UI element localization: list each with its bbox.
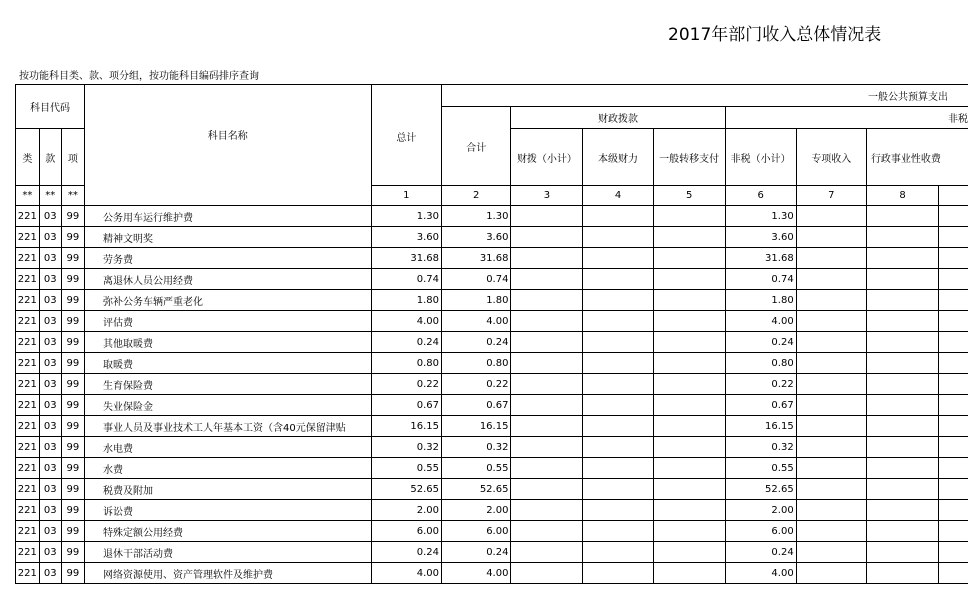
- cell-extra: [939, 248, 968, 269]
- cell-name: 水电费: [84, 437, 371, 458]
- table-row: [16, 290, 968, 311]
- cell-kuan: 03: [39, 521, 61, 542]
- cell-extra: [939, 269, 968, 290]
- cell-sum: 0.67: [442, 395, 511, 416]
- cell-lei: 221: [16, 563, 40, 584]
- cell-local-finance: [583, 416, 653, 437]
- cell-admin-fee: [866, 395, 938, 416]
- cell-sum: 6.00: [442, 521, 511, 542]
- cell-nontax-sub: 0.67: [725, 395, 796, 416]
- cell-special-income: [796, 332, 866, 353]
- header-local-finance: 本级财力: [583, 129, 653, 186]
- table-row: [16, 248, 968, 269]
- cell-total: 0.74: [371, 269, 441, 290]
- cell-special-income: [796, 542, 866, 563]
- cell-total: 52.65: [371, 479, 441, 500]
- cell-local-finance: [583, 269, 653, 290]
- cell-kuan: 03: [39, 374, 61, 395]
- cell-lei: 221: [16, 458, 40, 479]
- cell-lei: 221: [16, 311, 40, 332]
- cell-admin-fee: [866, 542, 938, 563]
- cell-transfer: [653, 269, 725, 290]
- cell-xiang: 99: [61, 248, 84, 269]
- cell-xiang: 99: [61, 227, 84, 248]
- table-row: [16, 374, 968, 395]
- cell-total: 0.24: [371, 542, 441, 563]
- header-xiang: 项: [61, 129, 84, 186]
- cell-sum: 16.15: [442, 416, 511, 437]
- cell-lei: 221: [16, 395, 40, 416]
- cell-transfer: [653, 479, 725, 500]
- cell-admin-fee: [866, 479, 938, 500]
- cell-name: 事业人员及事业技术工人年基本工资（含40元保留津贴: [84, 416, 371, 437]
- cell-nontax-sub: 1.80: [725, 290, 796, 311]
- cell-local-finance: [583, 206, 653, 227]
- cell-admin-fee: [866, 206, 938, 227]
- cell-admin-fee: [866, 458, 938, 479]
- cell-extra: [939, 500, 968, 521]
- cell-admin-fee: [866, 290, 938, 311]
- table-row: [16, 353, 968, 374]
- cell-lei: 221: [16, 374, 40, 395]
- cell-local-finance: [583, 353, 653, 374]
- table-row: [16, 479, 968, 500]
- cell-kuan: 03: [39, 353, 61, 374]
- cell-kuan: 03: [39, 248, 61, 269]
- cell-sum: 52.65: [442, 479, 511, 500]
- cell-local-finance: [583, 227, 653, 248]
- cell-admin-fee: [866, 416, 938, 437]
- cell-local-finance: [583, 521, 653, 542]
- cell-xiang: 99: [61, 206, 84, 227]
- cell-nontax-sub: 16.15: [725, 416, 796, 437]
- cell-lei: 221: [16, 248, 40, 269]
- table-row: [16, 437, 968, 458]
- cell-sum: 1.80: [442, 290, 511, 311]
- cell-fiscal-sub: [511, 479, 583, 500]
- cell-admin-fee: [866, 269, 938, 290]
- cell-local-finance: [583, 374, 653, 395]
- cell-admin-fee: [866, 374, 938, 395]
- header-transfer: 一般转移支付: [653, 129, 725, 186]
- cell-extra: [939, 290, 968, 311]
- cell-lei: 221: [16, 521, 40, 542]
- cell-kuan: 03: [39, 500, 61, 521]
- cell-xiang: 99: [61, 290, 84, 311]
- cell-transfer: [653, 500, 725, 521]
- cell-kuan: 03: [39, 395, 61, 416]
- cell-admin-fee: [866, 311, 938, 332]
- cell-kuan: 03: [39, 563, 61, 584]
- header-num-7: 7: [796, 186, 866, 206]
- header-subtotal: 合计: [442, 107, 511, 186]
- cell-transfer: [653, 563, 725, 584]
- cell-fiscal-sub: [511, 542, 583, 563]
- cell-lei: 221: [16, 542, 40, 563]
- cell-xiang: 99: [61, 269, 84, 290]
- cell-total: 4.00: [371, 563, 441, 584]
- cell-kuan: 03: [39, 479, 61, 500]
- cell-admin-fee: [866, 437, 938, 458]
- cell-nontax-sub: 31.68: [725, 248, 796, 269]
- cell-sum: 4.00: [442, 563, 511, 584]
- table-row: [16, 521, 968, 542]
- cell-special-income: [796, 206, 866, 227]
- cell-nontax-sub: 4.00: [725, 311, 796, 332]
- cell-xiang: 99: [61, 374, 84, 395]
- cell-xiang: 99: [61, 437, 84, 458]
- cell-lei: 221: [16, 500, 40, 521]
- header-star-lei: **: [16, 186, 40, 206]
- cell-nontax-sub: 0.22: [725, 374, 796, 395]
- header-num-6: 6: [725, 186, 796, 206]
- cell-lei: 221: [16, 479, 40, 500]
- cell-transfer: [653, 521, 725, 542]
- cell-total: 6.00: [371, 521, 441, 542]
- header-kuan: 款: [39, 129, 61, 186]
- cell-transfer: [653, 227, 725, 248]
- cell-name: 诉讼费: [84, 500, 371, 521]
- cell-fiscal-sub: [511, 248, 583, 269]
- cell-special-income: [796, 416, 866, 437]
- cell-extra: [939, 479, 968, 500]
- table-body: [16, 206, 968, 584]
- cell-admin-fee: [866, 563, 938, 584]
- header-general-budget: 一般公共预算支出: [442, 85, 968, 107]
- cell-total: 0.32: [371, 437, 441, 458]
- cell-sum: 0.32: [442, 437, 511, 458]
- cell-local-finance: [583, 479, 653, 500]
- header-fiscal: 财政拨款: [511, 107, 725, 129]
- cell-total: 4.00: [371, 311, 441, 332]
- cell-fiscal-sub: [511, 374, 583, 395]
- cell-total: 1.80: [371, 290, 441, 311]
- cell-transfer: [653, 458, 725, 479]
- cell-lei: 221: [16, 332, 40, 353]
- cell-lei: 221: [16, 290, 40, 311]
- cell-local-finance: [583, 500, 653, 521]
- table-row: [16, 563, 968, 584]
- cell-total: 2.00: [371, 500, 441, 521]
- cell-extra: [939, 311, 968, 332]
- cell-transfer: [653, 437, 725, 458]
- cell-local-finance: [583, 311, 653, 332]
- header-star-kuan: **: [39, 186, 61, 206]
- cell-extra: [939, 332, 968, 353]
- cell-local-finance: [583, 563, 653, 584]
- cell-nontax-sub: 0.24: [725, 332, 796, 353]
- cell-extra: [939, 458, 968, 479]
- cell-special-income: [796, 353, 866, 374]
- cell-special-income: [796, 290, 866, 311]
- header-num-2: 2: [442, 186, 511, 206]
- cell-kuan: 03: [39, 542, 61, 563]
- cell-xiang: 99: [61, 479, 84, 500]
- cell-sum: 0.55: [442, 458, 511, 479]
- cell-special-income: [796, 458, 866, 479]
- header-num-9: [939, 186, 968, 206]
- cell-fiscal-sub: [511, 227, 583, 248]
- cell-fiscal-sub: [511, 290, 583, 311]
- report-title: 2017年部门收入总体情况表: [668, 25, 882, 45]
- cell-fiscal-sub: [511, 269, 583, 290]
- cell-nontax-sub: 4.00: [725, 563, 796, 584]
- cell-transfer: [653, 290, 725, 311]
- cell-extra: [939, 437, 968, 458]
- cell-transfer: [653, 416, 725, 437]
- cell-name: 失业保险金: [84, 395, 371, 416]
- cell-xiang: 99: [61, 542, 84, 563]
- cell-xiang: 99: [61, 332, 84, 353]
- cell-kuan: 03: [39, 311, 61, 332]
- cell-total: 0.80: [371, 353, 441, 374]
- table-row: [16, 416, 968, 437]
- cell-transfer: [653, 206, 725, 227]
- table-header: [16, 85, 968, 206]
- cell-total: 0.55: [371, 458, 441, 479]
- cell-fiscal-sub: [511, 395, 583, 416]
- cell-admin-fee: [866, 353, 938, 374]
- cell-special-income: [796, 374, 866, 395]
- table-row: [16, 500, 968, 521]
- cell-fiscal-sub: [511, 332, 583, 353]
- cell-local-finance: [583, 248, 653, 269]
- table-row: [16, 395, 968, 416]
- cell-fiscal-sub: [511, 311, 583, 332]
- cell-name: 特殊定额公用经费: [84, 521, 371, 542]
- cell-admin-fee: [866, 332, 938, 353]
- cell-special-income: [796, 248, 866, 269]
- cell-lei: 221: [16, 353, 40, 374]
- cell-special-income: [796, 479, 866, 500]
- cell-lei: 221: [16, 206, 40, 227]
- cell-kuan: 03: [39, 227, 61, 248]
- table-row: [16, 311, 968, 332]
- header-num-1: 1: [371, 186, 441, 206]
- cell-special-income: [796, 227, 866, 248]
- table-row: [16, 332, 968, 353]
- cell-sum: 0.74: [442, 269, 511, 290]
- cell-special-income: [796, 500, 866, 521]
- cell-xiang: 99: [61, 395, 84, 416]
- cell-fiscal-sub: [511, 521, 583, 542]
- cell-total: 1.30: [371, 206, 441, 227]
- cell-transfer: [653, 332, 725, 353]
- cell-extra: [939, 521, 968, 542]
- cell-fiscal-sub: [511, 416, 583, 437]
- cell-lei: 221: [16, 227, 40, 248]
- cell-sum: 1.30: [442, 206, 511, 227]
- cell-kuan: 03: [39, 269, 61, 290]
- cell-total: 31.68: [371, 248, 441, 269]
- cell-fiscal-sub: [511, 458, 583, 479]
- cell-kuan: 03: [39, 206, 61, 227]
- cell-transfer: [653, 248, 725, 269]
- table-row: [16, 458, 968, 479]
- cell-nontax-sub: 52.65: [725, 479, 796, 500]
- header-nontax-sub: 非税（小计）: [725, 129, 796, 186]
- cell-lei: 221: [16, 416, 40, 437]
- cell-name: 离退休人员公用经费: [84, 269, 371, 290]
- header-num-8: 8: [866, 186, 938, 206]
- cell-admin-fee: [866, 500, 938, 521]
- cell-fiscal-sub: [511, 563, 583, 584]
- cell-admin-fee: [866, 248, 938, 269]
- cell-nontax-sub: 0.80: [725, 353, 796, 374]
- header-special-income: 专项收入: [796, 129, 866, 186]
- cell-kuan: 03: [39, 332, 61, 353]
- cell-sum: 2.00: [442, 500, 511, 521]
- cell-extra: [939, 416, 968, 437]
- cell-lei: 221: [16, 269, 40, 290]
- report-subtitle: 按功能科目类、款、项分组，按功能科目编码排序查询: [19, 71, 259, 82]
- cell-extra: [939, 374, 968, 395]
- cell-name: 生育保险费: [84, 374, 371, 395]
- cell-xiang: 99: [61, 458, 84, 479]
- cell-local-finance: [583, 458, 653, 479]
- cell-name: 公务用车运行维护费: [84, 206, 371, 227]
- header-num-5: 5: [653, 186, 725, 206]
- cell-total: 0.22: [371, 374, 441, 395]
- cell-special-income: [796, 395, 866, 416]
- header-fiscal-sub: 财拨（小计）: [511, 129, 583, 186]
- cell-nontax-sub: 0.24: [725, 542, 796, 563]
- cell-nontax-sub: 3.60: [725, 227, 796, 248]
- cell-fiscal-sub: [511, 353, 583, 374]
- cell-sum: 0.80: [442, 353, 511, 374]
- header-nontax-partial: 非税: [725, 107, 968, 129]
- cell-local-finance: [583, 542, 653, 563]
- cell-extra: [939, 227, 968, 248]
- cell-nontax-sub: 2.00: [725, 500, 796, 521]
- cell-xiang: 99: [61, 416, 84, 437]
- cell-xiang: 99: [61, 353, 84, 374]
- cell-name: 弥补公务车辆严重老化: [84, 290, 371, 311]
- table-row: [16, 227, 968, 248]
- header-lei: 类: [16, 129, 40, 186]
- header-num-3: 3: [511, 186, 583, 206]
- cell-admin-fee: [866, 521, 938, 542]
- cell-nontax-sub: 0.74: [725, 269, 796, 290]
- cell-extra: [939, 395, 968, 416]
- cell-kuan: 03: [39, 458, 61, 479]
- cell-xiang: 99: [61, 311, 84, 332]
- cell-sum: 4.00: [442, 311, 511, 332]
- header-num-4: 4: [583, 186, 653, 206]
- table-row: [16, 542, 968, 563]
- cell-transfer: [653, 395, 725, 416]
- cell-admin-fee: [866, 227, 938, 248]
- cell-kuan: 03: [39, 416, 61, 437]
- cell-fiscal-sub: [511, 206, 583, 227]
- cell-transfer: [653, 311, 725, 332]
- cell-total: 0.67: [371, 395, 441, 416]
- cell-kuan: 03: [39, 437, 61, 458]
- header-code-group: 科目代码: [16, 85, 85, 129]
- header-star-xiang: **: [61, 186, 84, 206]
- cell-name: 取暖费: [84, 353, 371, 374]
- cell-extra: [939, 563, 968, 584]
- cell-name: 评估费: [84, 311, 371, 332]
- cell-name: 网络资源使用、资产管理软件及维护费: [84, 563, 371, 584]
- cell-extra: [939, 353, 968, 374]
- cell-sum: 0.24: [442, 542, 511, 563]
- header-name: 科目名称: [84, 85, 371, 206]
- cell-special-income: [796, 437, 866, 458]
- cell-special-income: [796, 311, 866, 332]
- cell-name: 其他取暖费: [84, 332, 371, 353]
- cell-total: 16.15: [371, 416, 441, 437]
- cell-name: 劳务费: [84, 248, 371, 269]
- cell-nontax-sub: 1.30: [725, 206, 796, 227]
- cell-local-finance: [583, 290, 653, 311]
- income-table: [15, 84, 968, 584]
- cell-name: 税费及附加: [84, 479, 371, 500]
- cell-nontax-sub: 0.32: [725, 437, 796, 458]
- cell-special-income: [796, 521, 866, 542]
- table-row: [16, 206, 968, 227]
- cell-name: 水费: [84, 458, 371, 479]
- cell-nontax-sub: 6.00: [725, 521, 796, 542]
- cell-lei: 221: [16, 437, 40, 458]
- cell-xiang: 99: [61, 500, 84, 521]
- cell-special-income: [796, 269, 866, 290]
- cell-name: 精神文明奖: [84, 227, 371, 248]
- cell-local-finance: [583, 395, 653, 416]
- cell-local-finance: [583, 437, 653, 458]
- cell-xiang: 99: [61, 521, 84, 542]
- cell-kuan: 03: [39, 290, 61, 311]
- table-row: [16, 269, 968, 290]
- cell-fiscal-sub: [511, 437, 583, 458]
- cell-xiang: 99: [61, 563, 84, 584]
- cell-transfer: [653, 353, 725, 374]
- cell-local-finance: [583, 332, 653, 353]
- cell-nontax-sub: 0.55: [725, 458, 796, 479]
- cell-special-income: [796, 563, 866, 584]
- cell-sum: 0.22: [442, 374, 511, 395]
- cell-fiscal-sub: [511, 500, 583, 521]
- cell-total: 0.24: [371, 332, 441, 353]
- cell-extra: [939, 206, 968, 227]
- cell-transfer: [653, 374, 725, 395]
- cell-transfer: [653, 542, 725, 563]
- cell-sum: 3.60: [442, 227, 511, 248]
- header-admin-fee: 行政事业性收费: [866, 129, 968, 186]
- cell-extra: [939, 542, 968, 563]
- cell-total: 3.60: [371, 227, 441, 248]
- header-total: 总计: [371, 85, 441, 186]
- cell-sum: 31.68: [442, 248, 511, 269]
- cell-name: 退休干部活动费: [84, 542, 371, 563]
- cell-sum: 0.24: [442, 332, 511, 353]
